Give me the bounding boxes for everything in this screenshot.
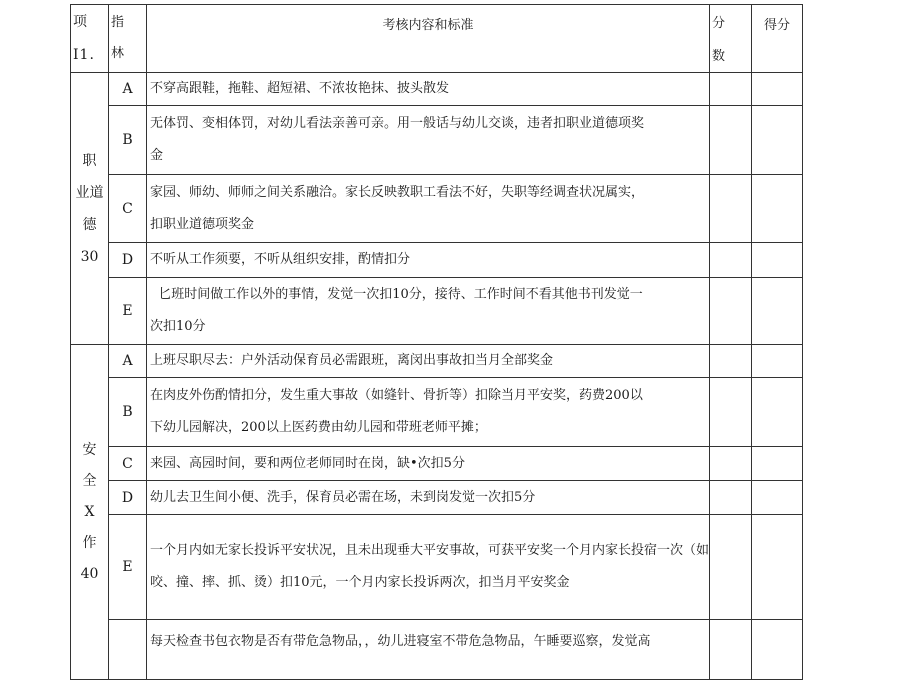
table-row [71,481,803,515]
content-line: 在肉皮外伤酌情扣分，发生重大事故（如缝针、骨折等）扣除当月平安奖，药费200以 [150,388,643,403]
obtained-cell [752,447,803,481]
grade-cell [109,620,147,680]
header-indicator-top: 指 [111,15,125,30]
content-cell [147,175,710,243]
header-item-top: 项 [73,14,87,30]
obtained-cell [752,175,803,243]
table-row [71,73,803,106]
obtained-cell [752,73,803,106]
content-cell [147,447,710,481]
category-cell [71,345,109,680]
content-line: 来园、高园时间，要和两位老师同时在岗，缺•次扣5分 [150,455,465,471]
score-cell [710,106,752,175]
content-cell [147,345,710,378]
obtained-cell [752,481,803,515]
content-cell [147,378,710,447]
content-line: 下幼儿园解决，200以上医药费由幼儿园和带班老师平摊； [150,420,487,435]
content-line: 上班尽职尽去：户外活动保育员必需跟班，离闵出事故扣当月全部奖金 [150,353,554,368]
table-row [71,106,803,175]
grade-cell: B [109,378,147,447]
obtained-cell [752,243,803,278]
category-line: X [84,503,95,520]
category-line: 全 [82,472,97,489]
score-cell [710,447,752,481]
grade-cell: E [109,515,147,620]
table-row [71,243,803,278]
category-cell [71,73,109,345]
content-cell [147,278,710,345]
content-line: 咬、撞、摔、抓、烫）扣10元，一个月内家长投诉两次，扣当月平安奖金 [150,575,570,590]
content-cell [147,515,710,620]
header-indicator-bottom: 林 [111,46,125,61]
content-line: 每天检查书包衣物是否有带危急物品，，幼儿进寝室不带危急物品，午睡要巡察，发觉高 [150,634,651,649]
table-row [71,515,803,620]
obtained-cell [752,378,803,447]
category-line: 作 [82,534,97,551]
obtained-cell [752,278,803,345]
grade-cell: B [109,106,147,175]
content-line: 扣职业道德项奖金 [150,216,255,232]
grade-cell: C [109,447,147,481]
score-cell [710,73,752,106]
header-item-bottom: I1. [73,47,95,63]
content-line: 匕班时间做工作以外的事情，发觉一次扣10分，接待、工作时间不看其他书刊发觉一 [150,287,643,302]
header-row [71,5,803,73]
score-cell [710,243,752,278]
score-cell [710,515,752,620]
obtained-cell [752,345,803,378]
content-line: 不穿高跟鞋，拖鞋、超短裙、不浓妆艳抹、披头散发 [150,81,450,96]
table-row [71,378,803,447]
header-item [71,5,109,73]
category-line: 40 [80,565,99,582]
category-line: 职 [82,152,97,169]
category-line: 业道 [75,184,104,201]
score-cell [710,345,752,378]
grade-cell: D [109,481,147,515]
content-line: 金 [150,148,164,163]
header-obtained-score: 得分 [752,5,803,73]
content-cell [147,620,710,680]
header-score [710,5,752,73]
content-line: 次扣10分 [150,319,206,334]
grade-cell: E [109,278,147,345]
content-line: 无体罚、变相体罚，对幼儿看法亲善可亲。用一般话与幼儿交谈，违者扣职业道德项奖 [150,116,645,131]
header-score-top: 分 [712,16,726,31]
content-line: 家园、师幼、师师之间关系融洽。家长反映教职工看法不好，失职等经调查状况属实， [150,184,645,200]
category-line: 安 [82,441,97,458]
content-line: 一个月内如无家长投诉平安状况，且未出现垂大平安事故，可获平安奖一个月内家长投宿一次（如 [150,543,710,558]
score-cell [710,378,752,447]
obtained-cell [752,515,803,620]
content-line: 不听从工作须要，不听从组织安排，酌情扣分 [150,252,411,267]
table-row [71,345,803,378]
header-content-title: 考核内容和标准 [147,5,710,73]
table-row [71,175,803,243]
grade-cell: A [109,73,147,106]
score-cell [710,278,752,345]
score-cell [710,481,752,515]
grade-cell: C [109,175,147,243]
grade-cell: A [109,345,147,378]
header-score-bottom: 数 [712,49,726,64]
score-cell [710,620,752,680]
score-cell [710,175,752,243]
content-cell [147,481,710,515]
content-cell [147,106,710,175]
table-row [71,620,803,680]
content-line: 幼儿去卫生间小便、洗手，保育员必需在场，未到岗发觉一次扣5分 [150,489,536,505]
obtained-cell [752,106,803,175]
content-cell [147,73,710,106]
content-cell [147,243,710,278]
table-row [71,278,803,345]
table-row [71,447,803,481]
category-line: 30 [80,248,99,265]
obtained-cell [752,620,803,680]
grade-cell: D [109,243,147,278]
assessment-table [70,4,803,680]
header-indicator [109,5,147,73]
category-line: 德 [82,216,97,233]
